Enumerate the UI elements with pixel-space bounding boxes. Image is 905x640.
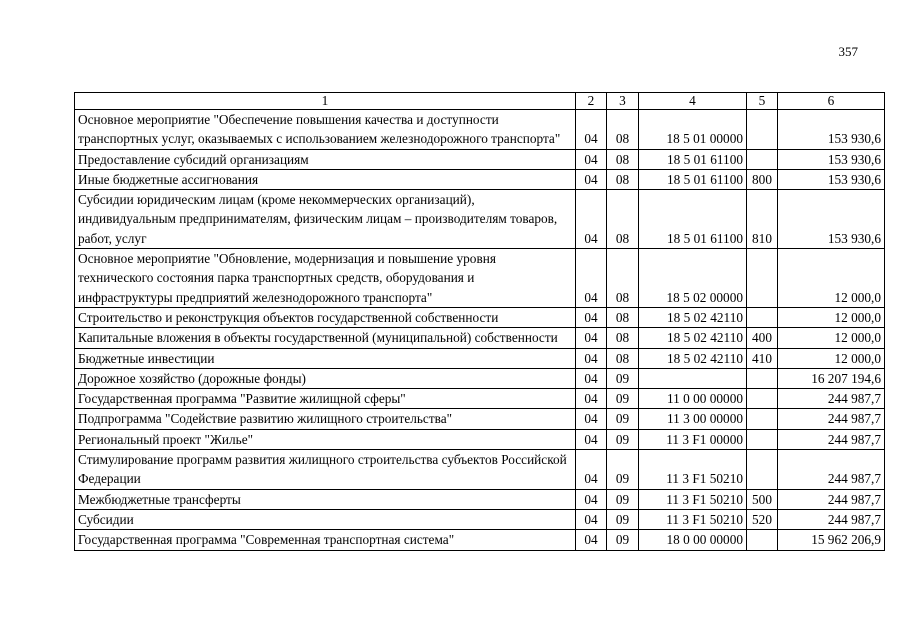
row-expense-type bbox=[747, 307, 778, 327]
row-target-code: 11 3 F1 00000 bbox=[639, 429, 747, 449]
row-section: 04 bbox=[576, 429, 607, 449]
row-expense-type bbox=[747, 110, 778, 150]
row-expense-type bbox=[747, 409, 778, 429]
row-subsection: 08 bbox=[607, 190, 639, 249]
row-section: 04 bbox=[576, 489, 607, 509]
row-expense-type: 410 bbox=[747, 348, 778, 368]
row-subsection: 09 bbox=[607, 368, 639, 388]
row-target-code: 11 3 00 00000 bbox=[639, 409, 747, 429]
row-amount: 12 000,0 bbox=[778, 249, 885, 308]
row-amount: 244 987,7 bbox=[778, 409, 885, 429]
row-expense-type: 400 bbox=[747, 328, 778, 348]
column-header-target-code: 4 bbox=[639, 93, 747, 110]
row-expense-type bbox=[747, 450, 778, 490]
table-row bbox=[75, 450, 885, 490]
row-amount: 153 930,6 bbox=[778, 149, 885, 169]
row-section: 04 bbox=[576, 509, 607, 529]
row-target-code: 11 3 F1 50210 bbox=[639, 489, 747, 509]
row-name: Государственная программа "Современная транспортная система" bbox=[75, 530, 576, 550]
row-subsection: 08 bbox=[607, 249, 639, 308]
row-section: 04 bbox=[576, 149, 607, 169]
table-header-row bbox=[75, 93, 885, 110]
row-name: Дорожное хозяйство (дорожные фонды) bbox=[75, 368, 576, 388]
row-section: 04 bbox=[576, 450, 607, 490]
table-row bbox=[75, 509, 885, 529]
row-section: 04 bbox=[576, 249, 607, 308]
table-row bbox=[75, 249, 885, 308]
row-expense-type: 800 bbox=[747, 169, 778, 189]
table-row bbox=[75, 307, 885, 327]
row-amount: 244 987,7 bbox=[778, 389, 885, 409]
row-expense-type bbox=[747, 429, 778, 449]
table-body bbox=[75, 110, 885, 551]
table-row bbox=[75, 110, 885, 150]
row-subsection: 08 bbox=[607, 110, 639, 150]
row-amount: 244 987,7 bbox=[778, 509, 885, 529]
row-amount: 153 930,6 bbox=[778, 190, 885, 249]
column-header-subsection: 3 bbox=[607, 93, 639, 110]
row-target-code bbox=[639, 368, 747, 388]
row-section: 04 bbox=[576, 110, 607, 150]
row-amount: 16 207 194,6 bbox=[778, 368, 885, 388]
row-expense-type: 810 bbox=[747, 190, 778, 249]
row-expense-type: 520 bbox=[747, 509, 778, 529]
row-target-code: 18 5 02 42110 bbox=[639, 348, 747, 368]
row-expense-type bbox=[747, 530, 778, 550]
row-name: Государственная программа "Развитие жилищной сферы" bbox=[75, 389, 576, 409]
row-subsection: 08 bbox=[607, 348, 639, 368]
row-target-code: 11 3 F1 50210 bbox=[639, 509, 747, 529]
table-row bbox=[75, 149, 885, 169]
row-subsection: 09 bbox=[607, 509, 639, 529]
row-subsection: 08 bbox=[607, 328, 639, 348]
row-section: 04 bbox=[576, 190, 607, 249]
row-section: 04 bbox=[576, 368, 607, 388]
row-name: Строительство и реконструкция объектов государственной собственности bbox=[75, 307, 576, 327]
column-header-amount: 6 bbox=[778, 93, 885, 110]
row-name: Иные бюджетные ассигнования bbox=[75, 169, 576, 189]
table-row bbox=[75, 190, 885, 249]
row-section: 04 bbox=[576, 169, 607, 189]
row-target-code: 18 5 01 61100 bbox=[639, 190, 747, 249]
row-name: Субсидии юридическим лицам (кроме некоммерческих организаций), индивидуальным предпринимателям, физическим лицам – производителям товаров, работ, услуг bbox=[75, 190, 576, 249]
row-target-code: 18 5 01 61100 bbox=[639, 149, 747, 169]
row-name: Бюджетные инвестиции bbox=[75, 348, 576, 368]
row-section: 04 bbox=[576, 389, 607, 409]
row-amount: 15 962 206,9 bbox=[778, 530, 885, 550]
row-name: Стимулирование программ развития жилищного строительства субъектов Российской Федерации bbox=[75, 450, 576, 490]
page-number: 357 bbox=[838, 44, 858, 59]
row-target-code: 18 5 01 61100 bbox=[639, 169, 747, 189]
row-amount: 12 000,0 bbox=[778, 348, 885, 368]
table-row bbox=[75, 328, 885, 348]
row-subsection: 09 bbox=[607, 530, 639, 550]
table-row bbox=[75, 389, 885, 409]
row-name: Основное мероприятие "Обеспечение повышения качества и доступности транспортных услуг, оказываемых с использованием железнодорожного транспорта" bbox=[75, 110, 576, 150]
row-expense-type: 500 bbox=[747, 489, 778, 509]
row-expense-type bbox=[747, 389, 778, 409]
table-row bbox=[75, 169, 885, 189]
row-amount: 12 000,0 bbox=[778, 328, 885, 348]
row-amount: 244 987,7 bbox=[778, 489, 885, 509]
row-section: 04 bbox=[576, 530, 607, 550]
row-subsection: 09 bbox=[607, 489, 639, 509]
row-name: Межбюджетные трансферты bbox=[75, 489, 576, 509]
row-section: 04 bbox=[576, 348, 607, 368]
row-amount: 244 987,7 bbox=[778, 429, 885, 449]
row-expense-type bbox=[747, 368, 778, 388]
row-subsection: 09 bbox=[607, 389, 639, 409]
row-name: Региональный проект "Жилье" bbox=[75, 429, 576, 449]
row-subsection: 09 bbox=[607, 409, 639, 429]
column-header-expense-type: 5 bbox=[747, 93, 778, 110]
row-target-code: 11 0 00 00000 bbox=[639, 389, 747, 409]
row-target-code: 18 5 02 00000 bbox=[639, 249, 747, 308]
row-expense-type bbox=[747, 249, 778, 308]
row-name: Основное мероприятие "Обновление, модернизация и повышение уровня технического состояния парка транспортных средств, оборудования и инфраструктуры предприятий железнодорожного транспорта" bbox=[75, 249, 576, 308]
row-amount: 12 000,0 bbox=[778, 307, 885, 327]
row-name: Подпрограмма "Содействие развитию жилищного строительства" bbox=[75, 409, 576, 429]
column-header-section: 2 bbox=[576, 93, 607, 110]
budget-table bbox=[74, 92, 885, 551]
column-header-name: 1 bbox=[75, 93, 576, 110]
row-name: Предоставление субсидий организациям bbox=[75, 149, 576, 169]
row-subsection: 09 bbox=[607, 429, 639, 449]
row-target-code: 18 5 02 42110 bbox=[639, 328, 747, 348]
table-row bbox=[75, 409, 885, 429]
row-name: Капитальные вложения в объекты государственной (муниципальной) собственности bbox=[75, 328, 576, 348]
row-amount: 153 930,6 bbox=[778, 169, 885, 189]
row-amount: 153 930,6 bbox=[778, 110, 885, 150]
table-row bbox=[75, 348, 885, 368]
row-subsection: 08 bbox=[607, 169, 639, 189]
table-row bbox=[75, 489, 885, 509]
table-row bbox=[75, 429, 885, 449]
row-name: Субсидии bbox=[75, 509, 576, 529]
row-section: 04 bbox=[576, 328, 607, 348]
table-row bbox=[75, 368, 885, 388]
table-row bbox=[75, 530, 885, 550]
row-target-code: 18 0 00 00000 bbox=[639, 530, 747, 550]
row-subsection: 09 bbox=[607, 450, 639, 490]
row-section: 04 bbox=[576, 409, 607, 429]
row-section: 04 bbox=[576, 307, 607, 327]
row-subsection: 08 bbox=[607, 307, 639, 327]
row-target-code: 18 5 01 00000 bbox=[639, 110, 747, 150]
row-subsection: 08 bbox=[607, 149, 639, 169]
row-expense-type bbox=[747, 149, 778, 169]
row-target-code: 18 5 02 42110 bbox=[639, 307, 747, 327]
row-target-code: 11 3 F1 50210 bbox=[639, 450, 747, 490]
row-amount: 244 987,7 bbox=[778, 450, 885, 490]
